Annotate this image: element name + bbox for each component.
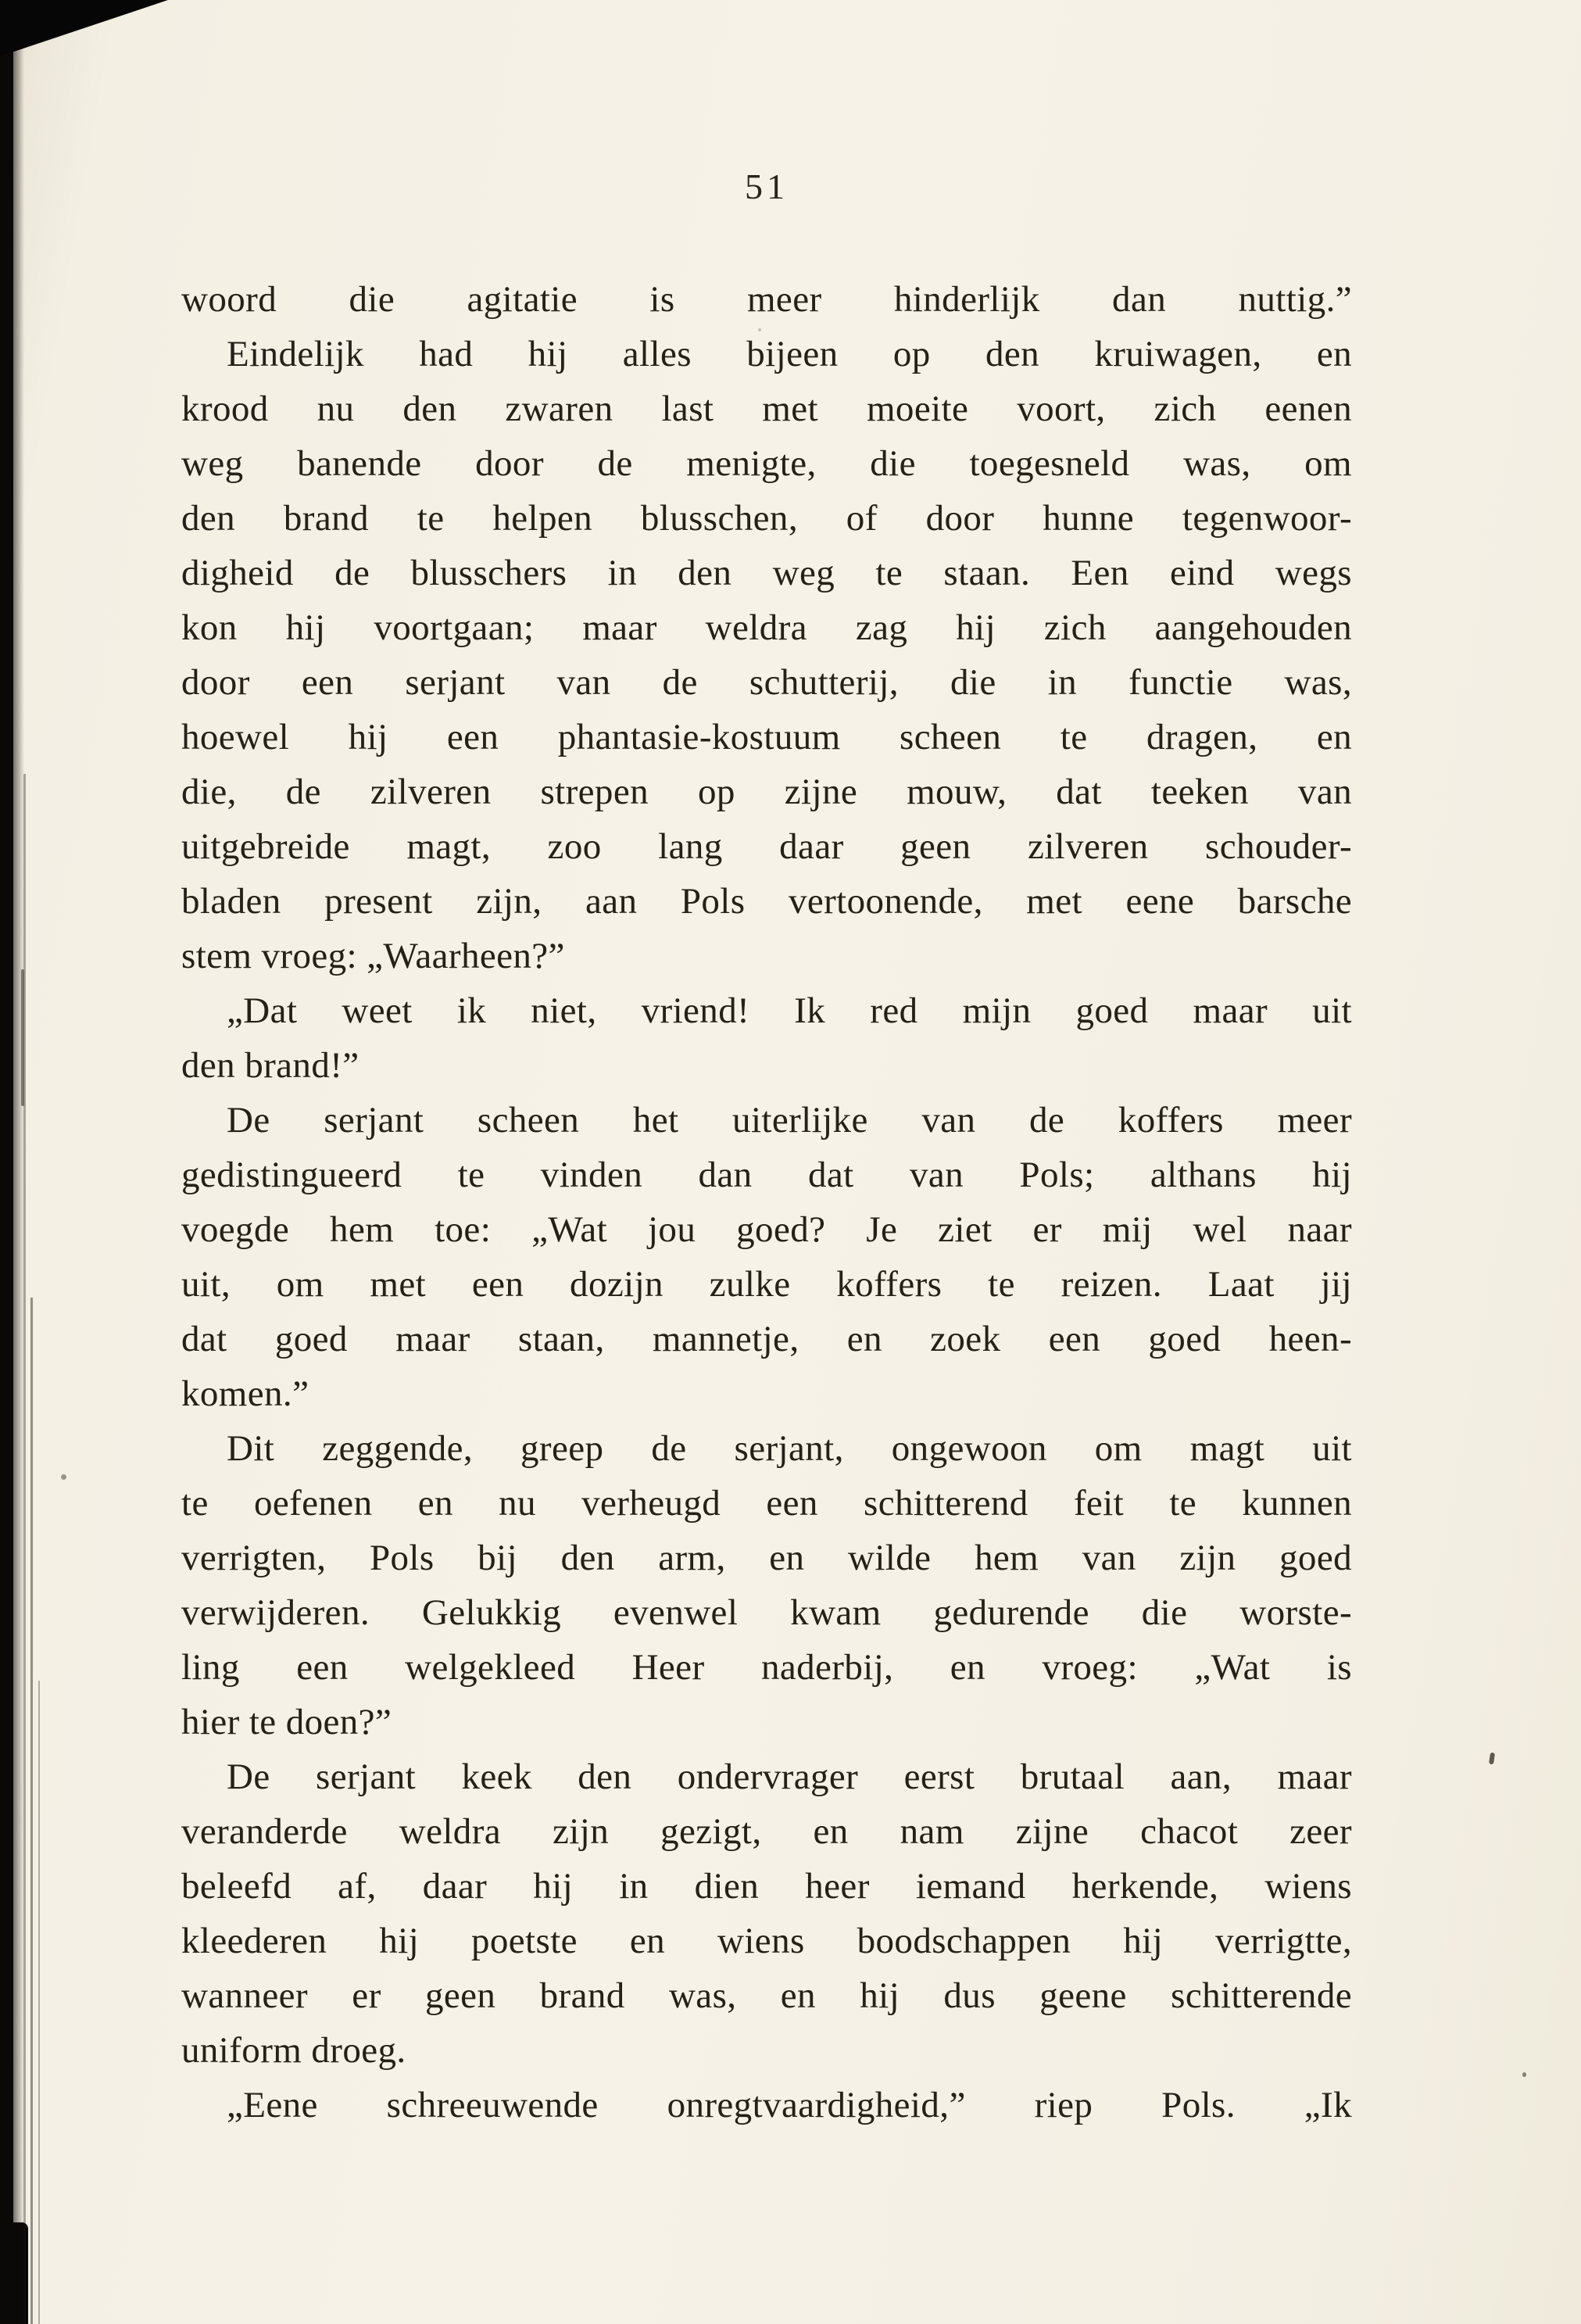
text-block	[181, 272, 1352, 2132]
text-line: kleederen hij poetste en wiens boodschappen hij verrigtte,	[181, 1921, 1352, 1961]
text-line: weg banende door de menigte, die toegesneld was, om	[181, 443, 1352, 484]
text-line: gedistingueerd te vinden dan dat van Pols; althans hij	[181, 1155, 1352, 1195]
text-line: woord die agitatie is meer hinderlijk dan nuttig.”	[181, 279, 1352, 320]
text-line: den brand!”	[181, 1045, 359, 1086]
scan-artifact-streak	[38, 1681, 40, 2324]
scan-artifact-streak	[21, 969, 24, 1106]
text-line: De serjant keek den ondervrager eerst brutaal aan, maar	[227, 1756, 1352, 1797]
scan-artifact-speck	[61, 1474, 66, 1480]
text-line: Dit zeggende, greep de serjant, ongewoon om magt uit	[227, 1428, 1352, 1469]
text-line: kon hij voortgaan; maar weldra zag hij zich aangehouden	[181, 607, 1352, 648]
text-line: voegde hem toe: „Wat jou goed? Je ziet er mij wel naar	[181, 1209, 1352, 1250]
text-line: beleefd af, daar hij in dien heer iemand herkende, wiens	[181, 1866, 1352, 1907]
text-line: bladen present zijn, aan Pols vertoonende, met eene barsche	[181, 881, 1352, 922]
page-number: 51	[745, 167, 789, 206]
scan-artifact-corner	[0, 0, 168, 56]
text-line: ling een welgekleed Heer naderbij, en vroeg: „Wat is	[181, 1647, 1352, 1688]
text-line: uniform droeg.	[181, 2030, 406, 2071]
text-line: „Eene schreeuwende onregtvaardigheid,” riep Pols. „Ik	[227, 2085, 1352, 2125]
text-line: die, de zilveren strepen op zijne mouw, dat teeken van	[181, 772, 1352, 812]
text-line: uit, om met een dozijn zulke koffers te reizen. Laat jij	[181, 1264, 1352, 1305]
scan-artifact-streak	[30, 1298, 33, 2324]
text-line: te oefenen en nu verheugd een schitterend feit te kunnen	[181, 1483, 1352, 1524]
text-line: verwijderen. Gelukkig evenwel kwam gedurende die worste-	[181, 1592, 1352, 1633]
scan-artifact-speck	[1522, 2072, 1526, 2077]
text-line: uitgebreide magt, zoo lang daar geen zilveren schouder-	[181, 826, 1352, 867]
text-line: stem vroeg: „Waarheen?”	[181, 936, 565, 976]
text-line: hoewel hij een phantasie-kostuum scheen te dragen, en	[181, 717, 1352, 757]
text-line: veranderde weldra zijn gezigt, en nam zijne chacot zeer	[181, 1811, 1352, 1852]
text-line: verrigten, Pols bij den arm, en wilde hem van zijn goed	[181, 1538, 1352, 1578]
text-line: krood nu den zwaren last met moeite voort, zich eenen	[181, 389, 1352, 429]
binding-edge-bar	[0, 0, 13, 2324]
text-line: Eindelijk had hij alles bijeen op den kruiwagen, en	[227, 334, 1352, 374]
binding-edge-shadow	[13, 0, 24, 2324]
text-line: wanneer er geen brand was, en hij dus geene schitterende	[181, 1975, 1352, 2016]
text-line: digheid de blusschers in den weg te staan. Een eind wegs	[181, 553, 1352, 593]
scan-artifact-speck	[1489, 1753, 1495, 1765]
text-line: hier te doen?”	[181, 1702, 392, 1742]
text-line: dat goed maar staan, mannetje, en zoek een goed heen-	[181, 1319, 1352, 1359]
text-line: door een serjant van de schutterij, die in functie was,	[181, 662, 1352, 703]
text-line: De serjant scheen het uiterlijke van de koffers meer	[227, 1100, 1352, 1141]
text-line: komen.”	[181, 1373, 309, 1414]
text-line: den brand te helpen blusschen, of door hunne tegenwoor-	[181, 498, 1352, 539]
text-line: „Dat weet ik niet, vriend! Ik red mijn goed maar uit	[227, 990, 1352, 1031]
